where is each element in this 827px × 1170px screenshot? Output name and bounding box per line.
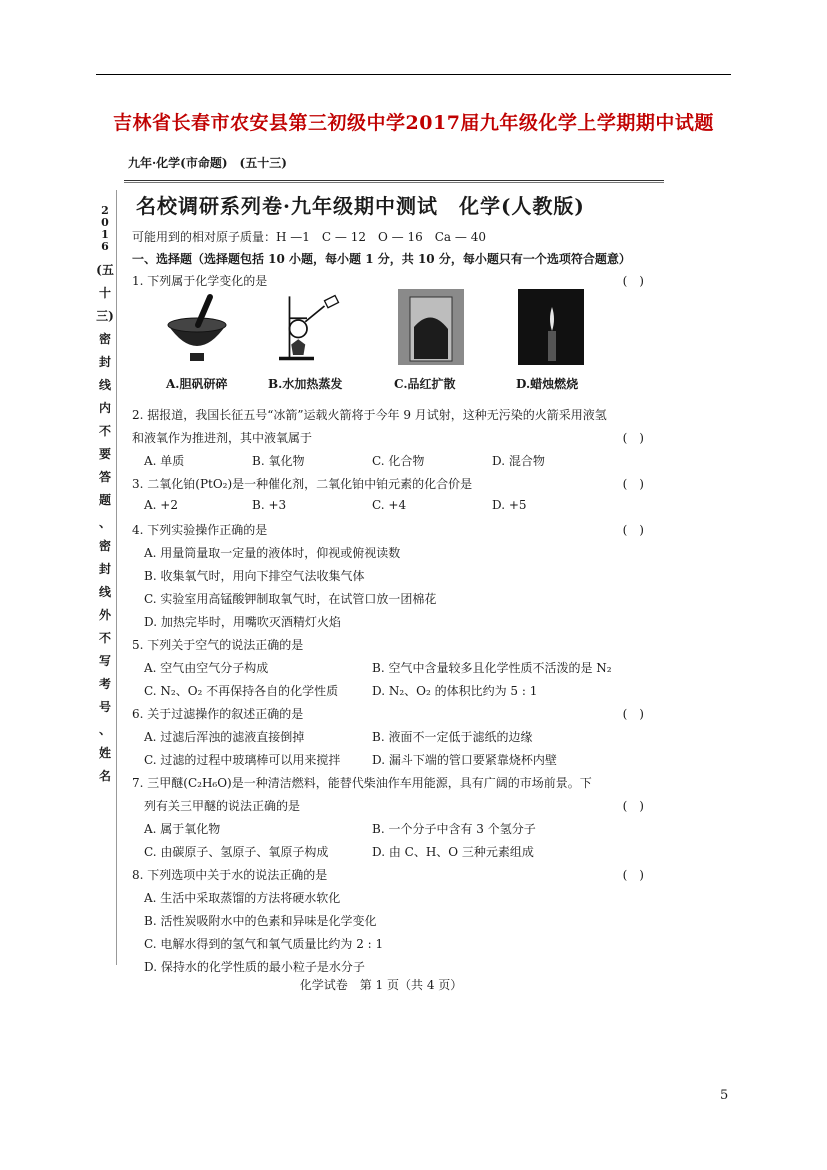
sidebar-char: 外 [98,608,111,622]
answer-blank: ( ) [622,431,644,445]
q8-option-a: A. 生活中采取蒸馏的方法将硬水软化 [144,891,341,905]
q8-option-d: D. 保持水的化学性质的最小粒子是水分子 [144,960,365,974]
q1-option-b: B.水加热蒸发 [268,377,343,391]
binding-line [116,190,117,965]
q2-option-c: C. 化合物 [372,454,425,468]
q1-option-c: C.品红扩散 [394,377,456,391]
sidebar-year: 2 0 1 6 [101,204,109,253]
question-2-line1: 2. 据报道，我国长征五号“冰箭”运载火箭将于今年 9 月试射，这种无污染的火箭采用液氢 [132,408,607,422]
q3-option-c: C. +4 [372,498,407,512]
sidebar-char: 考 [98,677,111,691]
q2-option-d: D. 混合物 [492,454,545,468]
top-rule [96,74,731,75]
question-3: 3. 二氧化铂(PtO₂)是一种催化剂，二氧化铂中铂元素的化合价是 [132,477,473,491]
q4-option-d: D. 加热完毕时，用嘴吹灭酒精灯火焰 [144,615,341,629]
q6-option-b: B. 液面不一定低于滤纸的边缘 [372,730,533,744]
q6-option-a: A. 过滤后浑浊的滤液直接倒掉 [144,730,305,744]
page-footer: 化学试卷 第 1 页（共 4 页） [299,978,463,992]
sidebar-char: 姓 [98,746,111,760]
question-8: 8. 下列选项中关于水的说法正确的是 [132,868,328,882]
sidebar-char: 名 [98,769,111,783]
answer-blank: ( ) [622,799,644,813]
question-2-line2: 和液氧作为推进剂，其中液氧属于 [132,431,313,445]
answer-blank: ( ) [622,868,644,882]
q3-option-a: A. +2 [144,498,178,512]
question-5: 5. 下列关于空气的说法正确的是 [132,638,304,652]
section-heading: 一、选择题（选择题包括 10 小题，每小题 1 分，共 10 分，每小题只有一个选项符合题意） [132,252,631,266]
q7-option-a: A. 属于氧化物 [144,822,221,836]
sidebar-char: 不 [98,424,111,438]
q1-option-a: A.胆矾研碎 [166,377,228,391]
q5-option-d: D. N₂、O₂ 的体积比约为 5 : 1 [372,684,538,698]
sidebar-char: 线 [98,585,111,599]
sidebar-char: (五十三) [96,263,114,323]
q2-option-a: A. 单质 [144,454,185,468]
question-1: 1. 下列属于化学变化的是 [132,274,268,288]
q7-option-b: B. 一个分子中含有 3 个氢分子 [372,822,536,836]
q4-option-a: A. 用量筒量取一定量的液体时，仰视或俯视读数 [144,546,401,560]
q6-option-c: C. 过滤的过程中玻璃棒可以用来搅拌 [144,753,341,767]
sidebar-notice [96,259,114,788]
divider [124,180,664,181]
question-7-line2: 列有关三甲醚的说法正确的是 [144,799,301,813]
heating-evaporation-image [272,287,342,367]
q8-option-b: B. 活性炭吸附水中的色素和异味是化学变化 [144,914,377,928]
sidebar-char: 、 [98,723,111,737]
q7-option-c: C. 由碳原子、氢原子、氧原子构成 [144,845,329,859]
question-4: 4. 下列实验操作正确的是 [132,523,268,537]
q3-option-d: D. +5 [492,498,527,512]
q5-option-c: C. N₂、O₂ 不再保持各自的化学性质 [144,684,339,698]
scan-header: 九年·化学(市命题) (五十三) [128,156,287,170]
q8-option-c: C. 电解水得到的氢气和氧气质量比约为 2 : 1 [144,937,384,951]
document-title: 吉林省长春市农安县第三初级中学2017届九年级化学上学期期中试题 [113,112,714,134]
q7-option-d: D. 由 C、H、O 三种元素组成 [372,845,534,859]
sidebar-char: 答 [98,470,111,484]
answer-blank: ( ) [622,523,644,537]
sidebar-char: 要 [98,447,111,461]
q5-option-b: B. 空气中含量较多且化学性质不活泼的是 N₂ [372,661,612,675]
page-number: 5 [720,1088,729,1103]
q2-option-b: B. 氧化物 [252,454,305,468]
q1-option-d: D.蜡烛燃烧 [516,377,579,391]
sidebar-char: 写 [98,654,111,668]
question-7-line1: 7. 三甲醚(C₂H₆O)是一种清洁燃料，能替代柴油作车用能源，具有广阔的市场前景。下 [132,776,592,790]
answer-blank: ( ) [622,477,644,491]
q5-option-a: A. 空气由空气分子构成 [144,661,269,675]
scanned-exam-page [96,140,666,1000]
sidebar-char: 封 [98,355,111,369]
mortar-pestle-image [162,287,232,367]
answer-blank: ( ) [622,707,644,721]
atomic-masses: 可能用到的相对原子质量：H —1 C — 12 O — 16 Ca — 40 [132,230,486,244]
sidebar-char: 题 [98,493,111,507]
q6-option-d: D. 漏斗下端的管口要紧靠烧杯内壁 [372,753,557,767]
question-6: 6. 关于过滤操作的叙述正确的是 [132,707,304,721]
sidebar-char: 线 [98,378,111,392]
sidebar-char: 封 [98,562,111,576]
exam-banner: 名校调研系列卷·九年级期中测试 化学(人教版) [136,194,585,218]
q4-option-c: C. 实验室用高锰酸钾制取氧气时，在试管口放一团棉花 [144,592,437,606]
answer-blank: ( ) [622,274,644,288]
sidebar-char: 、 [98,516,111,530]
q3-option-b: B. +3 [252,498,287,512]
sidebar-char: 密 [98,332,111,346]
sidebar-char: 号 [98,700,111,714]
dye-diffusion-image [396,287,466,367]
binding-sidebar [96,205,114,788]
sidebar-char: 不 [98,631,111,645]
candle-burning-image [516,287,586,367]
sidebar-char: 密 [98,539,111,553]
divider [124,182,664,183]
sidebar-char: 内 [98,401,111,415]
q4-option-b: B. 收集氧气时，用向下排空气法收集气体 [144,569,365,583]
